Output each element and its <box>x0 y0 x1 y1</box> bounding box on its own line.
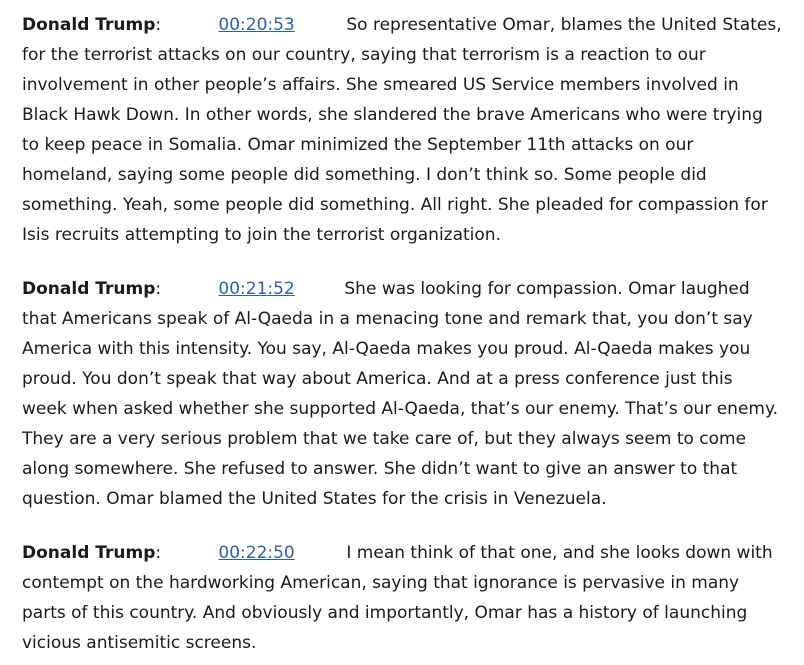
transcript-text: I mean think of that one, and she looks down with contempt on the hardworking American, saying that ignorance is pervasive in many parts of this country. And obviously and importantly, Omar has a history of launching vicious antisemitic screens. <box>22 543 773 653</box>
speaker-name: Donald Trump <box>22 543 156 563</box>
transcript-entry <box>22 274 782 514</box>
transcript-text: She was looking for compassion. Omar laughed that Americans speak of Al-Qaeda in a menacing tone and remark that, you don’t say America with this intensity. You say, Al-Qaeda makes you proud. Al-Qaeda makes you proud. You don’t speak that way about America. And at a press conference just this week when asked whether she supported Al-Qaeda, that’s our enemy. That’s our enemy. They are a very serious problem that we take care of, but they always seem to come along somewhere. She refused to answer. She didn’t want to give an answer to that question. Omar blamed the United States for the crisis in Venezuela. <box>22 279 779 509</box>
timestamp-link[interactable]: 00:21:52 <box>218 279 295 299</box>
timestamp-link[interactable]: 00:22:50 <box>218 543 295 563</box>
speaker-name: Donald Trump <box>22 15 156 35</box>
transcript-text: So representative Omar, blames the United States, for the terrorist attacks on our country, saying that terrorism is a reaction to our involvement in other people’s affairs. She smeared US Service members involved in Black Hawk Down. In other words, she slandered the brave Americans who were trying to keep peace in Somalia. Omar minimized the September 11th attacks on our homeland, saying some people did something. I don’t think so. Some people did something. Yeah, some people did something. All right. She pleaded for compassion for Isis recruits attempting to join the terrorist organization. <box>22 15 782 245</box>
speaker-separator: : <box>155 543 162 563</box>
transcript-entry <box>22 538 782 658</box>
speaker-separator: : <box>155 279 162 299</box>
timestamp-link[interactable]: 00:20:53 <box>218 15 295 35</box>
speaker-separator: : <box>155 15 162 35</box>
speaker-name: Donald Trump <box>22 279 156 299</box>
transcript-entry <box>22 10 782 250</box>
